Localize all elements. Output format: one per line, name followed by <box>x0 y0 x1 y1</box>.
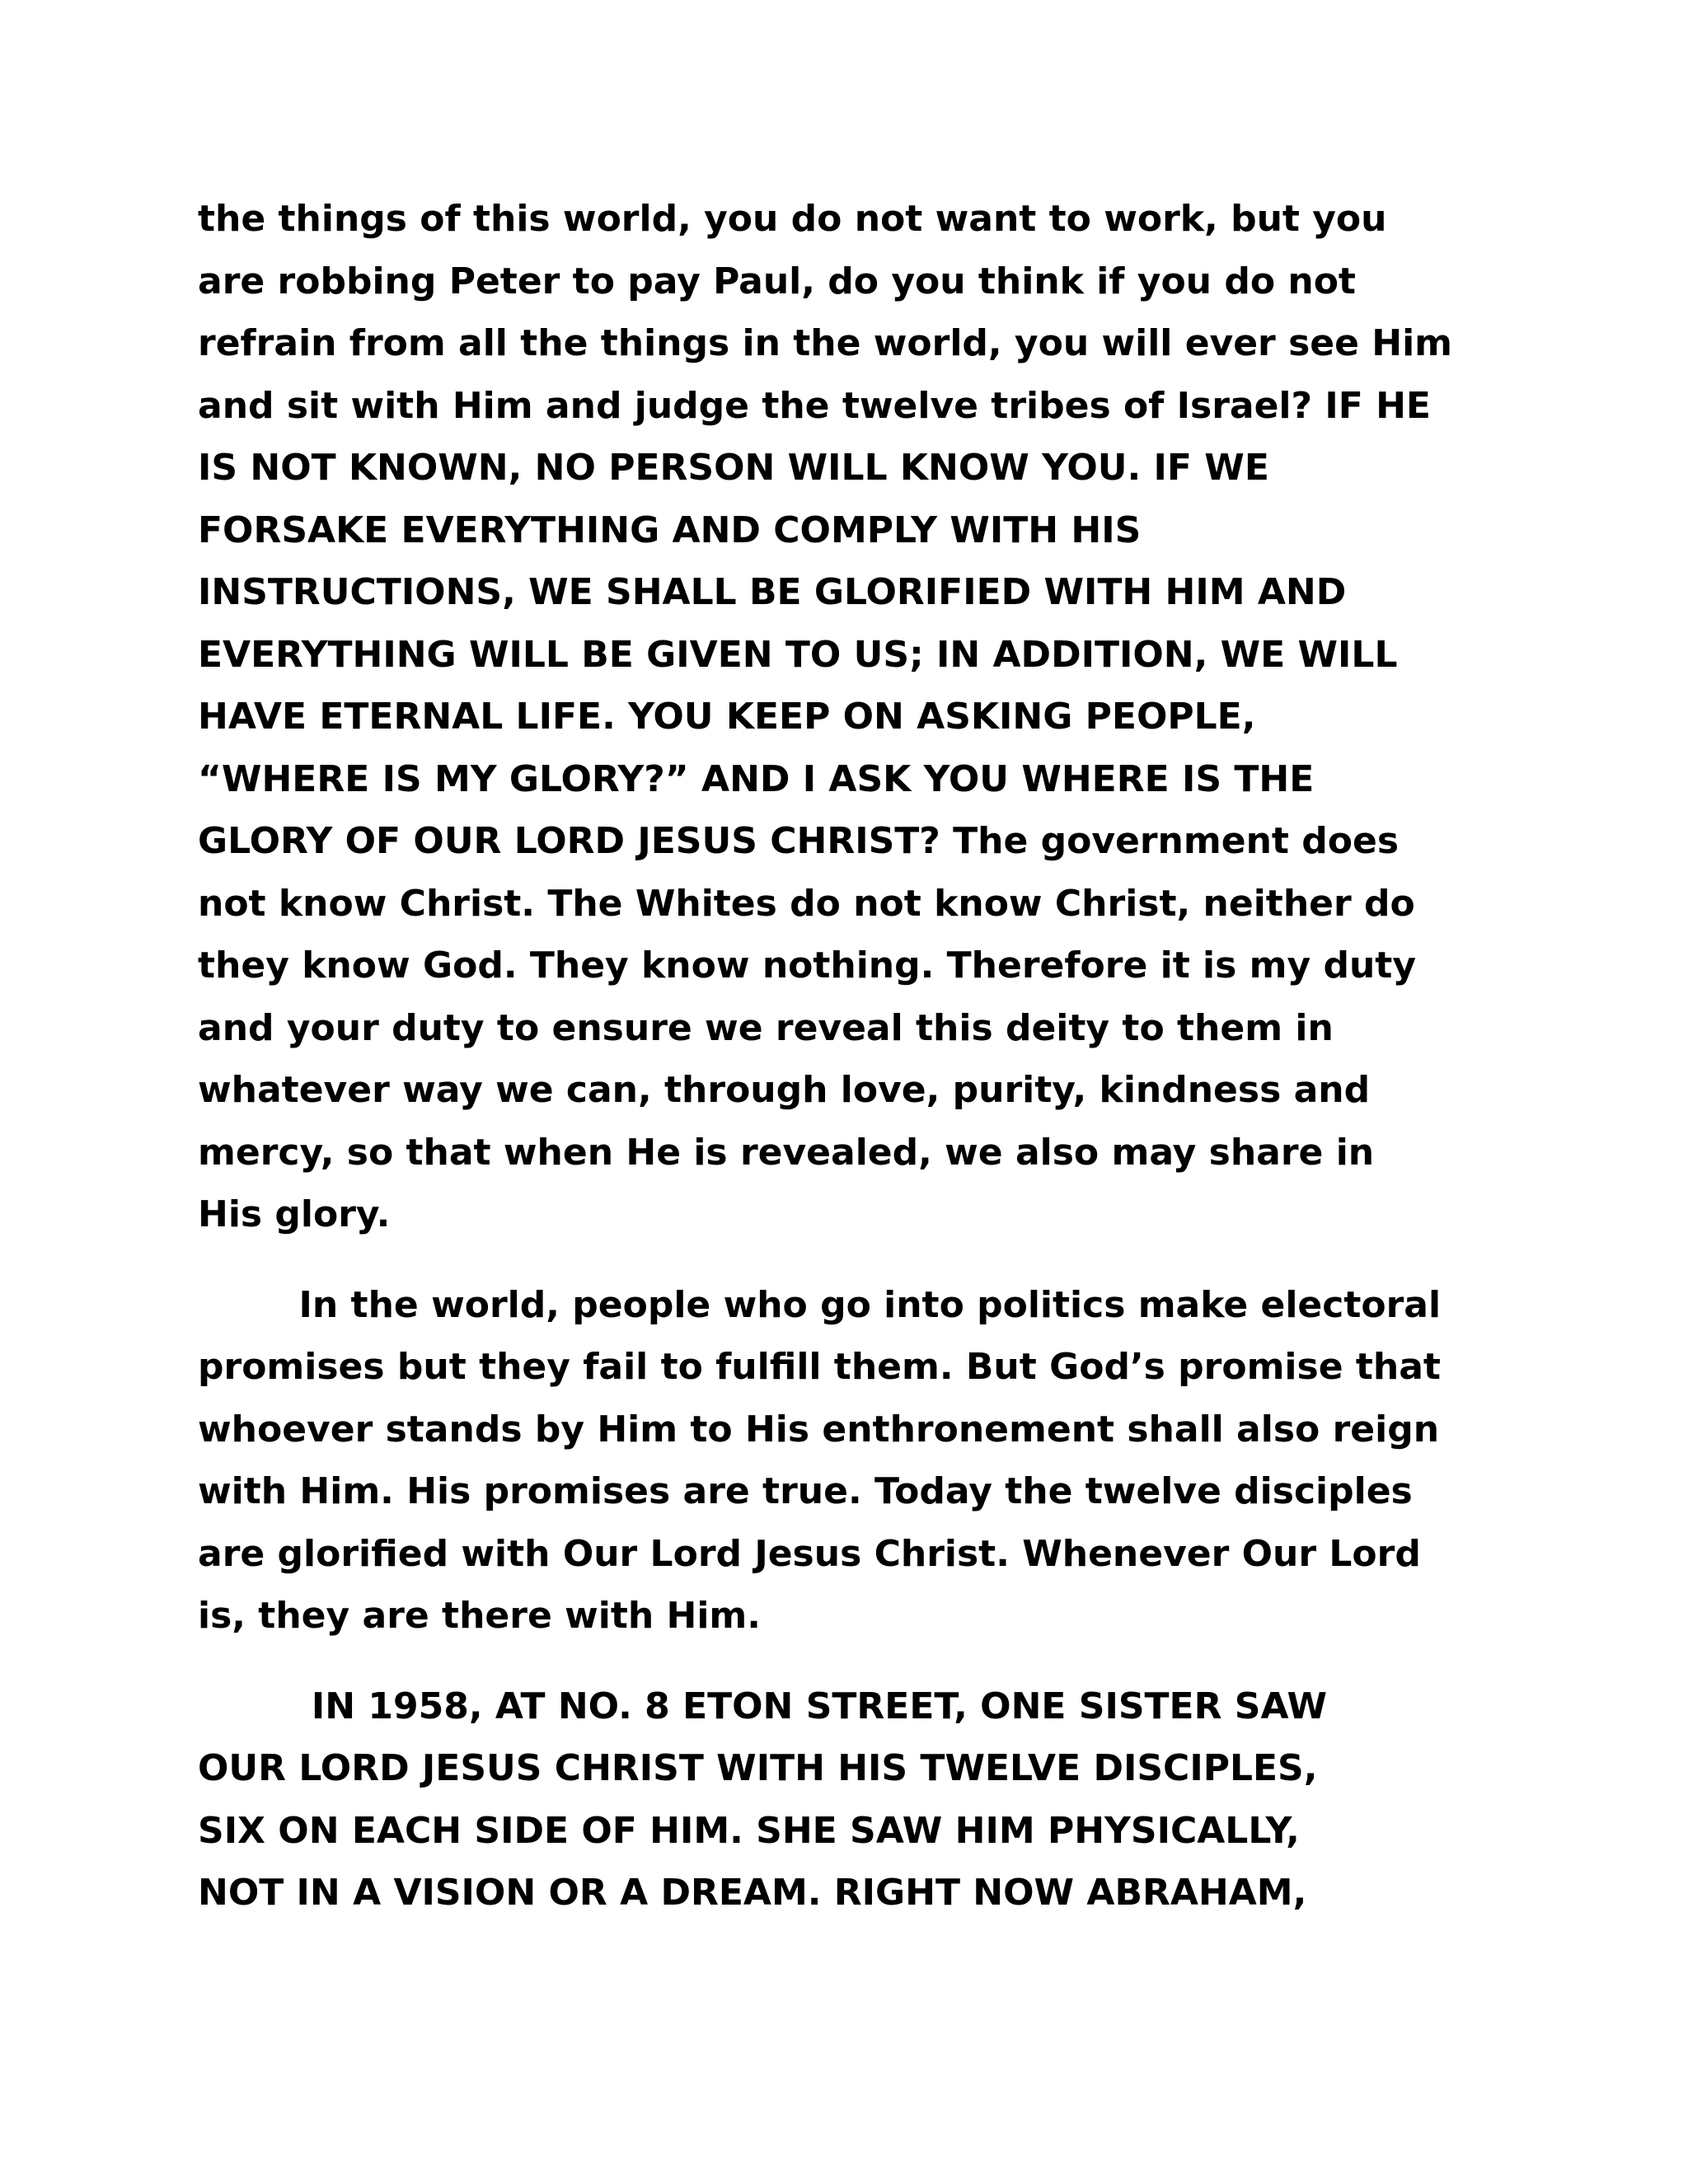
text-line: “WHERE IS MY GLORY?” AND I ASK YOU WHERE IS THE <box>198 757 1315 800</box>
text-line: are robbing Peter to pay Paul, do you think if you do not <box>198 260 1356 302</box>
paragraph-spacer <box>198 1246 1517 1274</box>
text-line: refrain from all the things in the world, you will ever see Him <box>198 322 1453 364</box>
text-line: and sit with Him and judge the twelve tribes of Israel? IF HE <box>198 384 1431 427</box>
text-line: is, they are there with Him. <box>198 1595 761 1637</box>
text-line: whoever stands by Him to His enthronement shall also reign <box>198 1408 1440 1451</box>
text-line: are glorified with Our Lord Jesus Christ. Whenever Our Lord <box>198 1532 1421 1575</box>
text-line: they know God. They know nothing. Therefore it is my duty <box>198 944 1417 987</box>
body-text <box>198 188 1517 1924</box>
text-line: NOT IN A VISION OR A DREAM. RIGHT NOW ABRAHAM, <box>198 1872 1307 1914</box>
text-line: with Him. His promises are true. Today the twelve disciples <box>198 1470 1413 1512</box>
text-line: GLORY OF OUR LORD JESUS CHRIST? The government does <box>198 820 1400 862</box>
text-line: INSTRUCTIONS, WE SHALL BE GLORIFIED WITH HIM AND <box>198 571 1347 613</box>
paragraph-spacer <box>198 1647 1517 1675</box>
paragraph-2 <box>198 1274 1517 1647</box>
text-line: In the world, people who go into politics make electoral <box>198 1283 1442 1326</box>
text-line: IS NOT KNOWN, NO PERSON WILL KNOW YOU. IF WE <box>198 447 1269 489</box>
text-line: FORSAKE EVERYTHING AND COMPLY WITH HIS <box>198 509 1142 551</box>
text-line: and your duty to ensure we reveal this deity to them in <box>198 1006 1334 1049</box>
text-line: not know Christ. The Whites do not know Christ, neither do <box>198 882 1415 925</box>
text-line: mercy, so that when He is revealed, we also may share in <box>198 1131 1375 1174</box>
text-line: HAVE ETERNAL LIFE. YOU KEEP ON ASKING PEOPLE, <box>198 696 1256 738</box>
text-line: SIX ON EACH SIDE OF HIM. SHE SAW HIM PHYSICALLY, <box>198 1809 1300 1852</box>
text-line: OUR LORD JESUS CHRIST WITH HIS TWELVE DISCIPLES, <box>198 1747 1318 1789</box>
paragraph-1 <box>198 188 1517 1246</box>
text-line: whatever way we can, through love, purity, kindness and <box>198 1069 1371 1111</box>
text-line: His glory. <box>198 1193 391 1235</box>
text-line: promises but they fail to fulfill them. But God’s promise that <box>198 1346 1441 1388</box>
text-line: IN 1958, AT NO. 8 ETON STREET, ONE SISTER SAW <box>198 1685 1328 1727</box>
text-line: the things of this world, you do not want to work, but you <box>198 198 1387 240</box>
text-line: EVERYTHING WILL BE GIVEN TO US; IN ADDITION, WE WILL <box>198 633 1398 676</box>
paragraph-3 <box>198 1675 1517 1924</box>
